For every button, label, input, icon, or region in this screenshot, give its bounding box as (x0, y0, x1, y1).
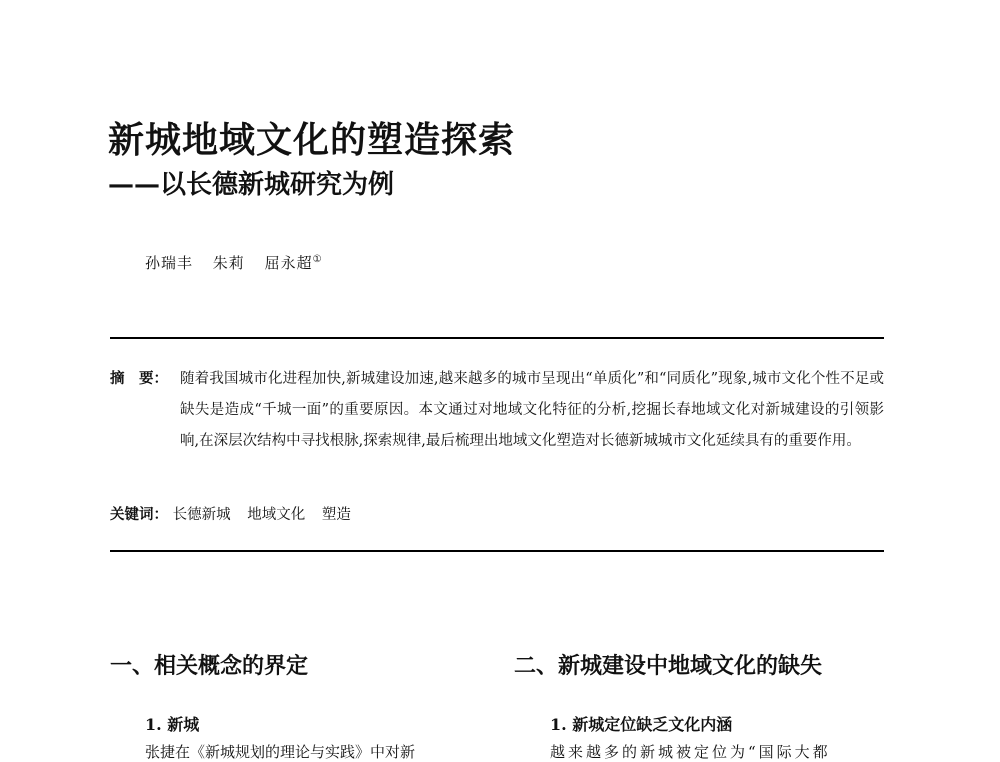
top-divider (110, 337, 884, 339)
keywords-label: 关键词： (110, 507, 168, 523)
keyword: 塑造 (321, 507, 351, 523)
section-heading-2: 二、新城建设中地域文化的缺失 (514, 653, 823, 679)
author-footnote-mark: ① (312, 254, 323, 265)
keyword: 地域文化 (247, 507, 306, 523)
subsection-heading-1-1: 1. 新城 (145, 715, 200, 734)
bottom-divider (110, 550, 884, 552)
author-name: 孙瑞丰 (145, 254, 194, 272)
author-name: 朱莉 (212, 254, 245, 272)
subsection-heading-2-1: 1. 新城定位缺乏文化内涵 (550, 715, 733, 734)
author-name: 屈永超 (264, 254, 313, 272)
keyword: 长德新城 (172, 507, 231, 523)
abstract-text: 随着我国城市化进程加快,新城建设加速,越来越多的城市呈现出“单质化”和“同质化”现象,城市文化个性不足或缺失是造成“千城一面”的重要原因。本文通过对地域文化特征的分析,挖掘长春地域文化对新城建设的引领影响,在深层次结构中寻找根脉,探索规律,最后梳理出地域文化塑造对长德新城城市文化延续具有的重要作用。 (180, 371, 884, 449)
body-text-right: 越来越多的新城被定位为“国际大都 (550, 743, 831, 761)
article-subtitle: ——以长德新城研究为例 (108, 170, 395, 200)
keywords-block (110, 503, 363, 524)
article-title: 新城地域文化的塑造探索 (108, 119, 516, 161)
abstract-label: 摘 要： (110, 371, 168, 387)
section-heading-1: 一、相关概念的界定 (110, 653, 309, 679)
body-text-left: 张捷在《新城规划的理论与实践》中对新 (145, 743, 416, 761)
author-list (145, 252, 323, 273)
